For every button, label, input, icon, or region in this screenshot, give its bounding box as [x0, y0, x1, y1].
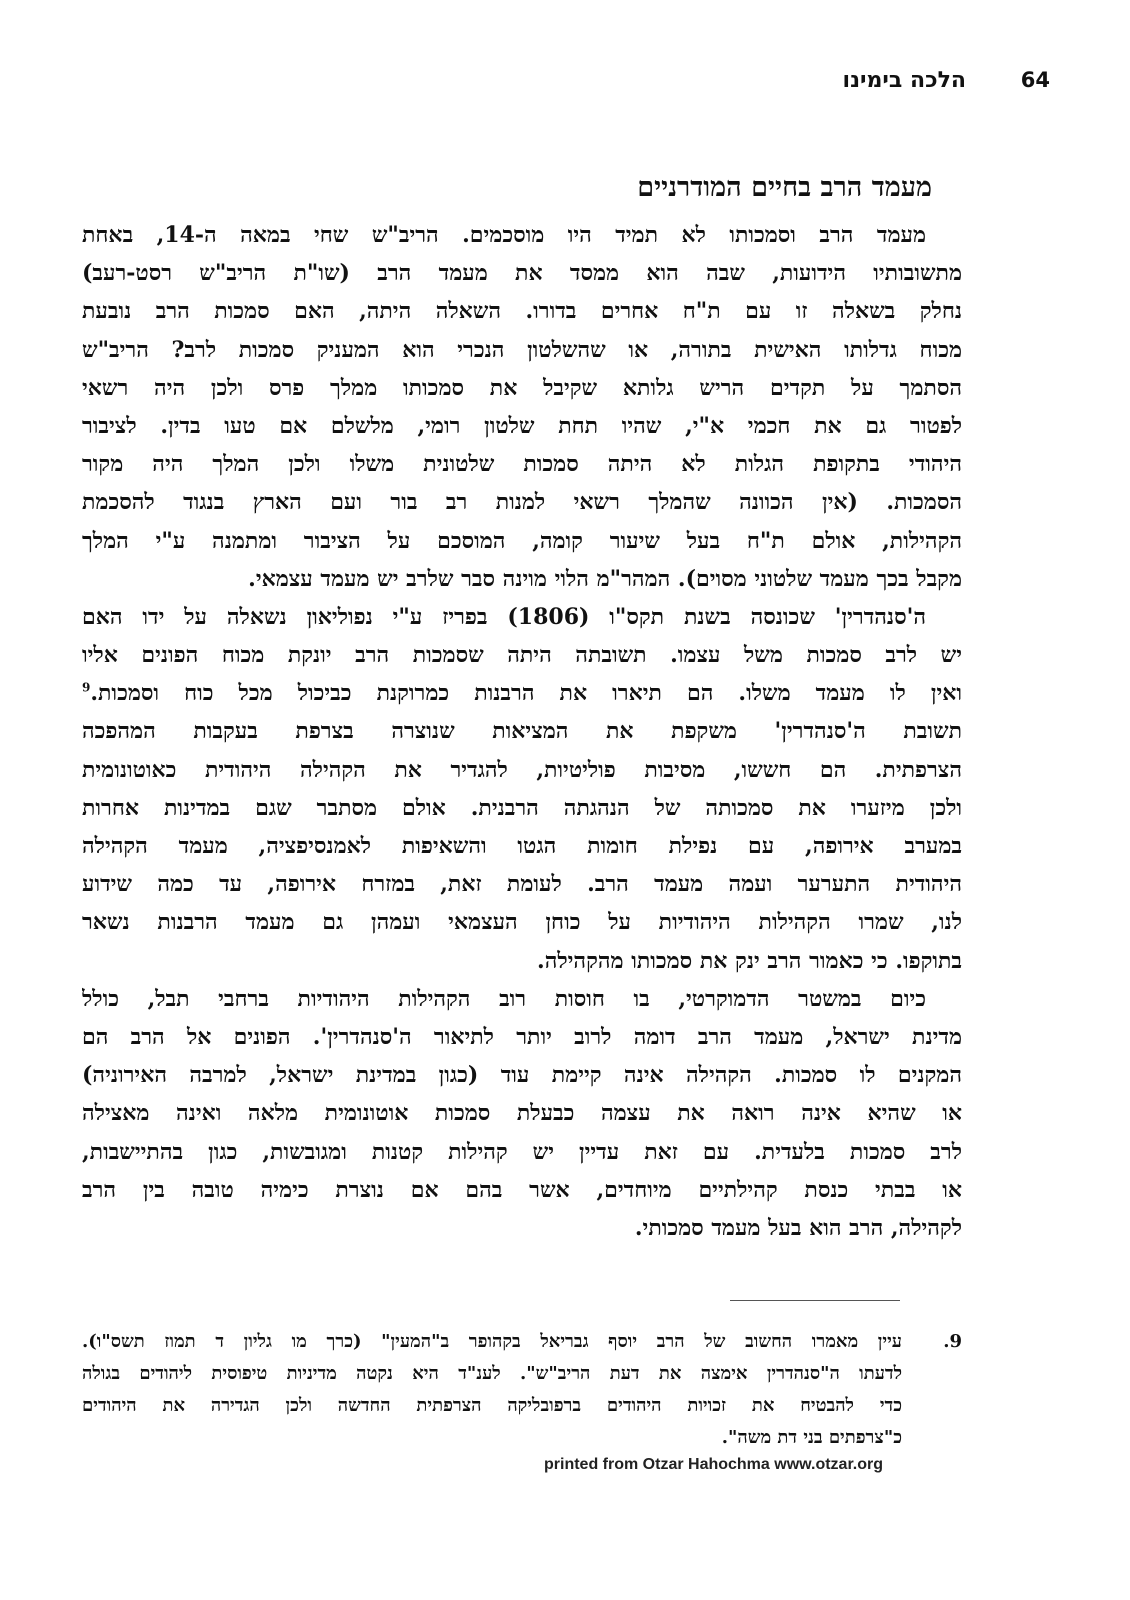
body-line-with-ref [82, 674, 962, 712]
body-line: יש לרב סמכות משל עצמו. תשובתה היתה שסמכות הרב יונקת מכוח הפונים אליו [82, 642, 962, 669]
body-line: הסמכות. (אין הכוונה שהמלך רשאי למנות רב בור ועם הארץ בנגוד להסכמת [82, 489, 962, 516]
body-line: כיום במשטר הדמוקרטי, בו חוסות רוב הקהילות היהודיות ברחבי תבל, כולל [82, 985, 926, 1012]
footnote-divider [730, 1300, 900, 1301]
body-line: הקהילות, אולם ת"ח בעל שיעור קומה, המוסכם על הציבור ומתמנה ע"י המלך [82, 527, 962, 554]
body-line: תשובת ה'סנהדרין' משקפת את המציאות שנוצרה בצרפת בעקבות המהפכה [82, 718, 962, 745]
body-line: היהודי בתקופת הגלות לא היתה סמכות שלטונית משלו ולכן המלך היה מקור [82, 451, 962, 478]
body-line: המקנים לו סמכות. הקהילה אינה קיימת עוד (כגון במדינת ישראל, למרבה האירוניה) [82, 1062, 962, 1089]
body-line: לפטור גם את חכמי א"י, שהיו תחת שלטון רומי, מלשלם אם טעו בדין. לציבור [82, 412, 962, 439]
watermark: printed from Otzar Hahochma www.otzar.org [544, 1456, 883, 1473]
page-header [80, 64, 1050, 104]
footnote-ref[interactable]: 9 [82, 680, 91, 695]
body-line: הסתמך על תקדים הריש גלותא שקיבל את סמכותו ממלך פרס ולכן היה רשאי [82, 374, 962, 401]
body-line: לנו, שמרו הקהילות היהודיות על כוחן העצמאי ועמהן גם מעמד הרבנות נשאר [82, 909, 962, 936]
footnote [82, 1326, 962, 1454]
body-line: לרב סמכות בלעדית. עם זאת עדיין יש קהילות קטנות ומגובשות, כגון בהתיישבות, [82, 1138, 962, 1165]
body-text [82, 216, 962, 1247]
body-line: מעמד הרב וסמכותו לא תמיד היו מוסכמים. הריב"ש שחי במאה ה-14, באחת [82, 222, 926, 248]
body-line: מתשובותיו הידועות, שבה הוא ממסד את מעמד הרב (שו"ת הריב"ש רסט-רעב) [82, 260, 962, 287]
body-line: מכוח גדלותו האישית בתורה, או שהשלטון הנכרי הוא המעניק סמכות לרב? הריב"ש [82, 336, 962, 363]
body-line: נחלק בשאלה זו עם ת"ח אחרים בדורו. השאלה היתה, האם סמכות הרב נובעת [82, 298, 962, 325]
body-line: הצרפתית. הם חששו, מסיבות פוליטיות, להגדיר את הקהילה היהודית כאוטונומית [82, 756, 962, 783]
body-line: היהודית התערער ועמה מעמד הרב. לעומת זאת, במזרח אירופה, עד כמה שידוע [82, 871, 962, 898]
body-line: או שהיא אינה רואה את עצמה כבעלת סמכות אוטונומית מלאה ואינה מאצילה [82, 1100, 962, 1127]
body-line: מדינת ישראל, מעמד הרב דומה לרוב יותר לתיאור ה'סנהדרין'. הפונים אל הרב הם [82, 1023, 962, 1050]
footnote-number: 9. [943, 1331, 962, 1352]
section-title: מעמד הרב בחיים המודרניים [637, 172, 932, 203]
body-line: ה'סנהדרין' שכונסה בשנת תקס"ו (1806) בפריז ע"י נפוליאון נשאלה על ידו האם [82, 603, 926, 630]
footnote-line: כ"צרפתים בני דת משה". [721, 1427, 902, 1448]
footnote-line: לדעתו ה"סנהדרין אימצה את דעת הריב"ש". לענ"ד היא נקטה מדיניות טיפוסית ליהודים בגולה [82, 1363, 902, 1384]
body-line: ולכן מיזערו את סמכותה של הנהגתה הרבנית. אולם מסתבר שגם במדינות אחרות [82, 794, 962, 821]
body-line: מקבל בכך מעמד שלטוני מסוים). המהר"מ הלוי מוינה סבר שלרב יש מעמד עצמאי. [248, 565, 962, 592]
body-line: לקהילה, הרב הוא בעל מעמד סמכותי. [634, 1214, 962, 1241]
footnote-line: עיין מאמרו החשוב של הרב יוסף גבריאל בקהופר ב"המעין" (כרך מו גליון ד תמוז תשס"ו). [82, 1331, 902, 1352]
body-line: בתוקפו. כי כאמור הרב ינק את סמכותו מהקהילה. [537, 947, 962, 974]
footnote-line: כדי להבטיח את זכויות היהודים ברפובליקה הצרפתית החדשה ולכן הגדירה את היהודים [82, 1395, 902, 1416]
page-number: 64 [1020, 68, 1050, 92]
body-line: במערב אירופה, עם נפילת חומות הגטו והשאיפות לאמנסיפציה, מעמד הקהילה [82, 833, 962, 859]
body-line-text: ואין לו מעמד משלו. הם תיארו את הרבנות כמרוקנת כביכול מכל כוח וסמכות. [90, 680, 962, 707]
body-line: או בבתי כנסת קהילתיים מיוחדים, אשר בהם אם נוצרת כימיה טובה בין הרב [82, 1176, 962, 1203]
running-title: הלכה בימינו [842, 68, 966, 93]
